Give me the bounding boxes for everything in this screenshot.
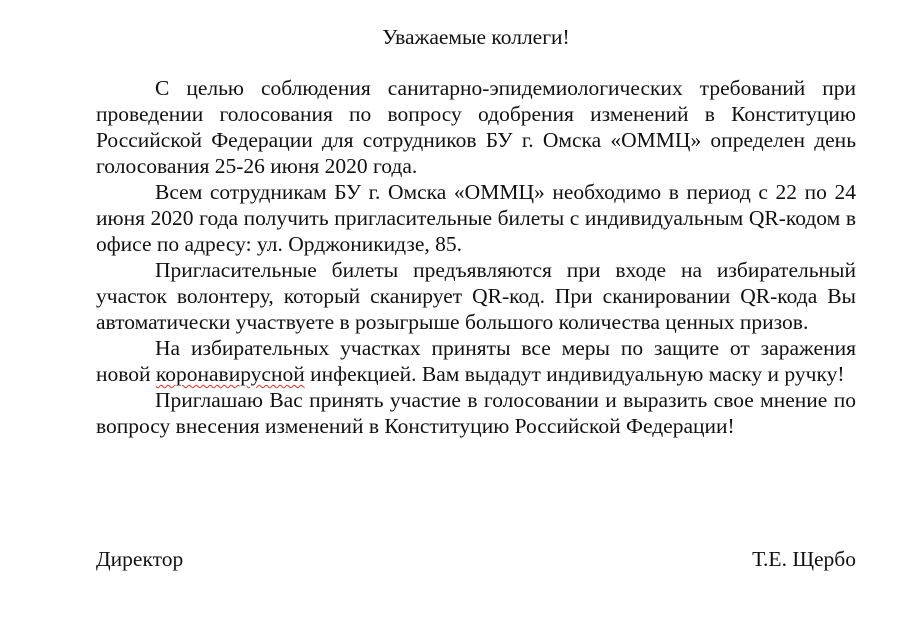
greeting-heading: Уважаемые коллеги! xyxy=(382,25,570,49)
safety-text-before: На избирательных участках приняты все меры по защите от заражения новой xyxy=(96,336,856,386)
spellcheck-flagged-word: коронавирусной xyxy=(155,362,305,386)
paragraph-safety-measures xyxy=(96,335,856,387)
paragraph-invitation: Приглашаю Вас принять участие в голосовании и выразить свое мнение по вопросу внесения изменений в Конституцию Российской Федерации! xyxy=(96,388,856,438)
signature-title: Директор xyxy=(96,547,184,571)
paragraph-ticket-pickup: Всем сотрудникам БУ г. Омска «ОММЦ» необходимо в период с 22 по 24 июня 2020 года получить пригласительные билеты с индивидуальным QR-кодом в офисе по адресу: ул. Орджоникидзе, 85. xyxy=(96,180,856,256)
safety-text-after: инфекцией. Вам выдадут индивидуальную маску и ручку! xyxy=(304,362,845,386)
paragraph-qr-scan: Пригласительные билеты предъявляются при входе на избирательный участок волонтеру, который сканирует QR-код. При сканировании QR-кода Вы автоматически участвуете в розыгрыше большого количества ценных призов. xyxy=(96,258,856,334)
letter-body xyxy=(96,24,856,439)
signature-name: Т.Е. Щербо xyxy=(752,547,856,571)
paragraph-voting-date: С целью соблюдения санитарно-эпидемиологических требований при проведении голосования по вопросу одобрения изменений в Конституцию Российской Федерации для сотрудников БУ г. Омска «ОММЦ» определен день голосования 25-26 июня 2020 года. xyxy=(96,76,856,178)
signature-block xyxy=(96,546,856,572)
